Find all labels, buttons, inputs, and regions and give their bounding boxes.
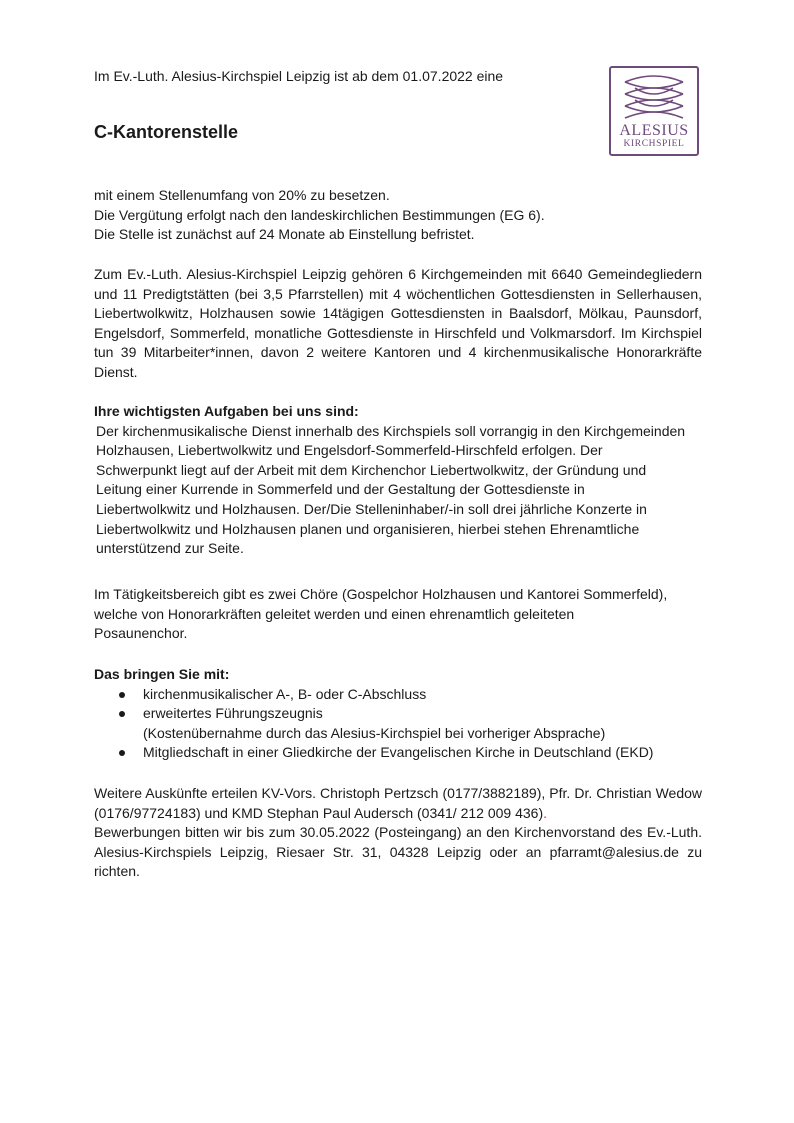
logo-subtitle: KIRCHSPIEL (623, 139, 685, 149)
tasks-line: unterstützend zur Seite. (96, 540, 244, 557)
tasks-line: Liebertwolkwitz und Holzhausen. Der/Die Stelleninhaber/-in soll drei jährliche Konzerte in (96, 500, 647, 517)
choirs-line: welche von Honorarkräften geleitet werden und einen ehrenamtlich geleiteten (94, 605, 575, 622)
page-title: C-Kantorenstelle (94, 122, 239, 142)
tasks-heading: Ihre wichtigsten Aufgaben bei uns sind: (94, 403, 359, 419)
requirements-list (94, 685, 702, 763)
intro-line: Im Ev.-Luth. Alesius-Kirchspiel Leipzig ist ab dem 01.07.2022 eine (94, 68, 504, 84)
tasks-line: Liebertwolkwitz und Holzhausen planen und organisieren, hierbei stehen Ehrenamtliche (96, 520, 640, 537)
list-item: kirchenmusikalischer A-, B- oder C-Abschluss (143, 685, 702, 705)
choirs-line: Posaunenchor. (94, 625, 188, 642)
tasks-line: Schwerpunkt liegt auf der Arbeit mit dem Kirchenchor Liebertwolkwitz, der Gründung und (96, 461, 647, 478)
requirements-heading: Das bringen Sie mit: (94, 666, 230, 682)
about-text: Zum Ev.-Luth. Alesius-Kirchspiel Leipzig gehören 6 Kirchgemeinden mit 6640 Gemeindegliedern und 11 Predigtstätten (bei 3,5 Pfarrstellen) mit 4 wöchentlichen Gottesdiensten in Sellerhausen, Liebertwolkwitz, Holzhausen sowie 14tägigen Gottesdiensten in Baalsdorf, Mölkau, Paunsdorf, Engelsdorf, Sommerfeld, monatliche Gottesdienste in Hirschfeld und Volkmarsdorf. Im Kirchspiel tun 39 Mitarbeiter*innen, davon 2 weitere Kantoren und 4 kirchenmusikalische Honorarkräfte Dienst. (94, 266, 702, 380)
list-item: erweitertes Führungszeugnis (Kostenübernahme durch das Alesius-Kirchspiel bei vorheriger Absprache) (143, 704, 702, 743)
tasks-line: Holzhausen, Liebertwolkwitz und Engelsdorf-Sommerfeld-Hirschfeld erfolgen. Der (96, 442, 603, 459)
choirs-line: Im Tätigkeitsbereich gibt es zwei Chöre (Gospelchor Holzhausen und Kantorei Sommerfeld), (94, 586, 668, 602)
application-text: Bewerbungen bitten wir bis zum 30.05.2022 (Posteingang) an den Kirchenvorstand des Ev.-Luth. Alesius-Kirchspiels Leipzig, Riesaer Str. 31, 04328 Leipzig oder an pfarramt@alesius.de zu richten. (94, 824, 702, 880)
tasks-line: Der kirchenmusikalische Dienst innerhalb des Kirchspiels soll vorrangig in den Kirchgemeinden (96, 422, 686, 439)
about-paragraph (94, 265, 702, 383)
conditions-block (94, 186, 702, 245)
requirements-section (94, 665, 702, 763)
choirs-section (94, 585, 702, 644)
contact-section (94, 784, 702, 882)
condition-line: Die Vergütung erfolgt nach den landeskirchlichen Bestimmungen (EG 6). (94, 206, 545, 223)
tasks-section (94, 402, 702, 559)
contact-info: Weitere Auskünfte erteilen KV-Vors. Christoph Pertzsch (0177/3882189), Pfr. Dr. Christian Wedow (0176/97724183) und KMD Stephan Paul Audersch (0341/ 212 009 436). (94, 785, 702, 821)
list-item: Mitgliedschaft in einer Gliedkirche der Evangelischen Kirche in Deutschland (EKD) (143, 743, 702, 763)
contact-info-end: . (543, 804, 547, 821)
list-item-note: (Kostenübernahme durch das Alesius-Kirchspiel bei vorheriger Absprache) (143, 724, 606, 741)
condition-line: mit einem Stellenumfang von 20% zu besetzen. (94, 187, 390, 203)
alesius-logo (609, 66, 699, 156)
condition-line: Die Stelle ist zunächst auf 24 Monate ab Einstellung befristet. (94, 226, 475, 243)
alesius-ornament-icon (621, 74, 687, 122)
tasks-line: Leitung einer Kurrende in Sommerfeld und der Gestaltung der Gottesdienste in (96, 481, 585, 498)
logo-name: ALESIUS (619, 122, 689, 139)
